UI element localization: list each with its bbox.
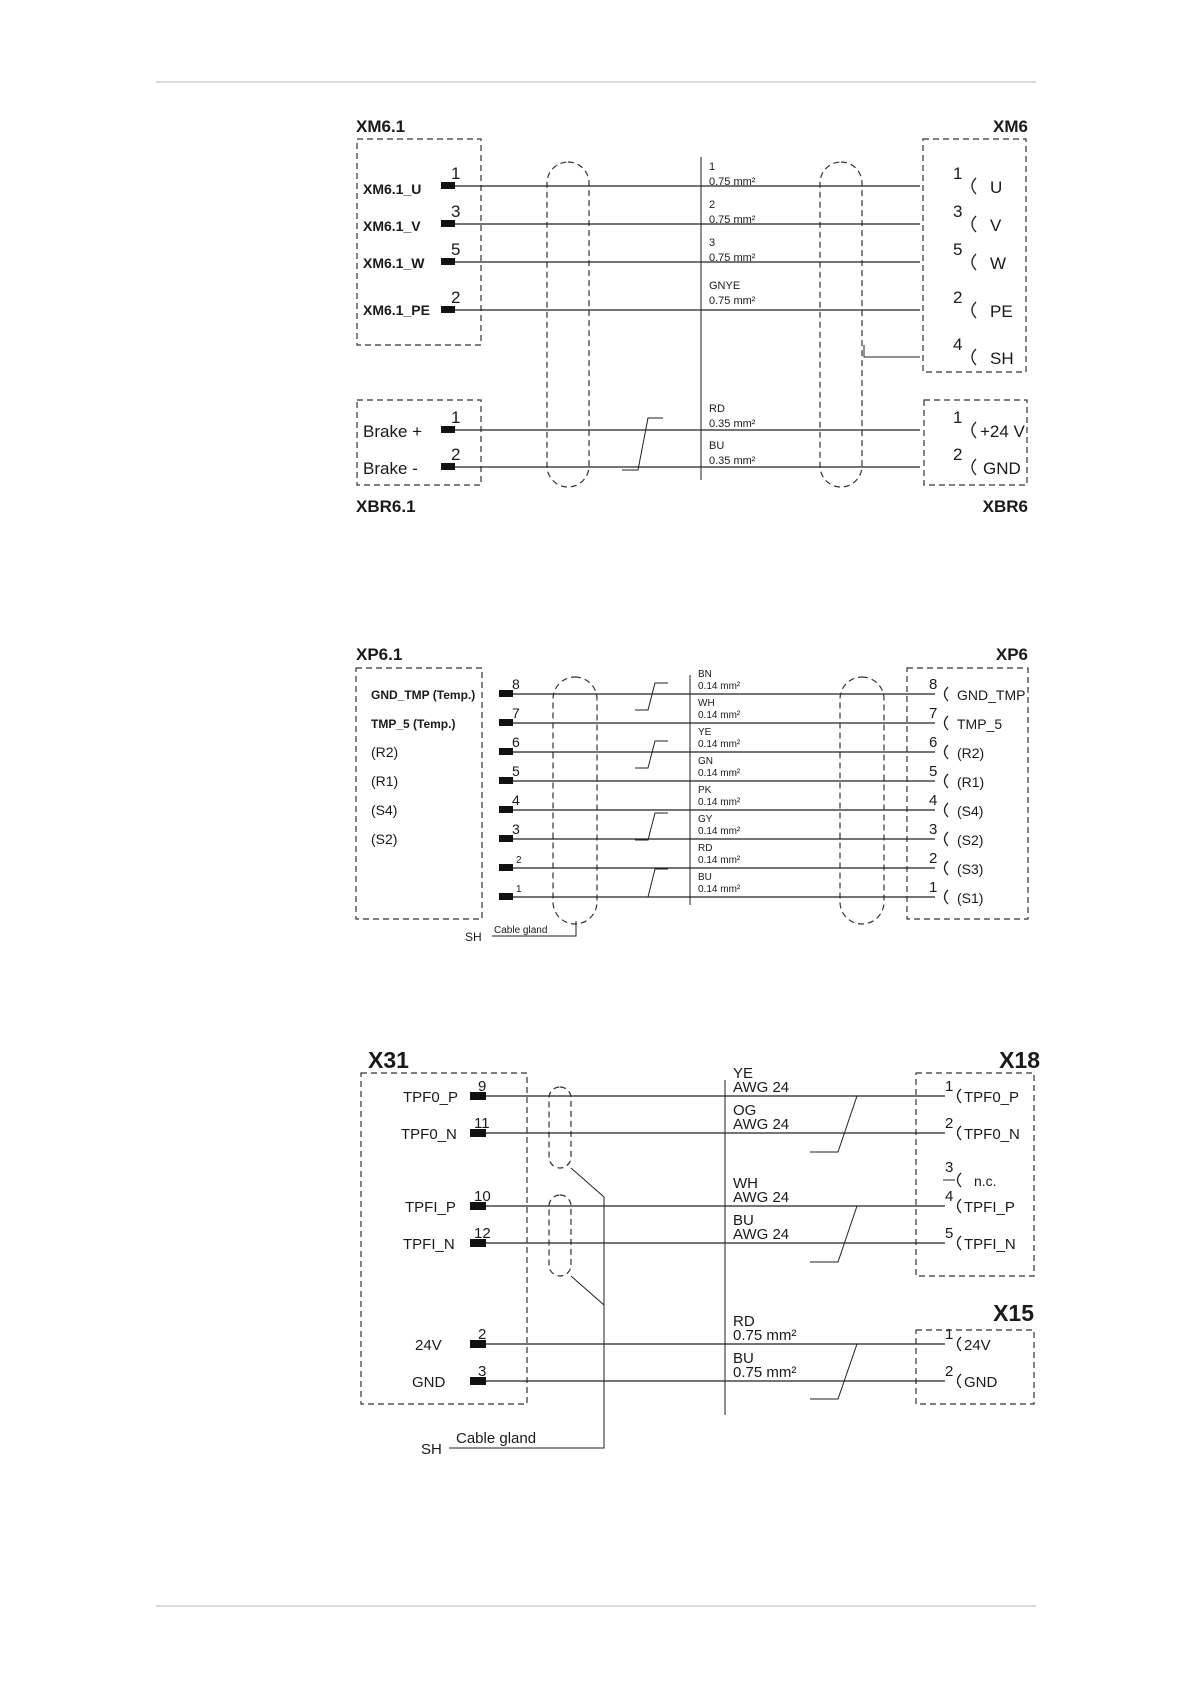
pin-label: +24 V (980, 422, 1025, 441)
pin-label: TPF0_N (401, 1126, 457, 1143)
wire-size: 0.14 mm² (698, 797, 741, 808)
pin-marker (499, 864, 513, 871)
wire-color: BU (733, 1350, 754, 1367)
pin-label: 24V (415, 1337, 442, 1354)
pin-label: XM6.1_U (363, 181, 422, 197)
wire-row (363, 161, 1002, 197)
wire-color: BU (733, 1212, 754, 1229)
pin-label: TPFI_P (405, 1199, 456, 1216)
shield-line (571, 1276, 604, 1305)
pin-label: TPFI_P (964, 1199, 1015, 1216)
pin-marker (441, 306, 455, 313)
wire-row (499, 843, 983, 877)
wire-color: WH (733, 1175, 758, 1192)
wire-size: 0.75 mm² (709, 295, 756, 307)
pin-label: XM6.1_PE (363, 302, 430, 318)
cable-gland-label: Cable gland (456, 1430, 537, 1447)
pin-label: GND_TMP (957, 687, 1026, 703)
wire-color: WH (698, 698, 715, 709)
pin-marker (499, 777, 513, 784)
socket-symbol (972, 459, 976, 475)
pin-number: 2 (953, 445, 963, 464)
connector-title: X18 (999, 1047, 1040, 1073)
wire-row (371, 785, 983, 819)
wire-color: GNYE (709, 280, 741, 292)
pin-number: 5 (945, 1225, 954, 1242)
twisted-pair-symbol (635, 813, 668, 840)
socket-symbol (945, 774, 949, 788)
wire-row (371, 756, 984, 790)
connector-title: X15 (993, 1300, 1034, 1326)
socket-symbol (972, 422, 976, 438)
socket-symbol (958, 1236, 962, 1250)
nc-pin (943, 1159, 997, 1189)
pin-number: 9 (478, 1078, 487, 1095)
pin-number: 5 (929, 763, 938, 780)
pin-number: 5 (451, 240, 461, 259)
pin-label: TPFI_N (964, 1236, 1016, 1253)
cable-shield (547, 162, 589, 487)
pin-label: (R2) (957, 745, 985, 761)
connector-box (907, 668, 1028, 919)
pin-marker (499, 690, 513, 697)
pin-number: 2 (451, 288, 461, 307)
wire-color: BU (698, 872, 712, 883)
connector-title: XP6.1 (356, 645, 403, 664)
socket-symbol (958, 1337, 962, 1351)
pin-number: 1 (451, 164, 461, 183)
wire-size: 0.75 mm² (733, 1364, 797, 1381)
diagram-x31 (361, 1047, 1040, 1458)
pin-label: (S4) (371, 802, 398, 818)
twisted-pair-symbol (635, 683, 668, 710)
wire-row (363, 237, 1006, 273)
twisted-pair-symbol (635, 741, 668, 768)
wire-size: 0.75 mm² (709, 176, 756, 188)
wire-row (371, 814, 983, 848)
pin-label: TPF0_P (403, 1089, 459, 1106)
cable-gland-label: Cable gland (494, 925, 548, 936)
pin-label: XM6.1_V (363, 218, 421, 234)
socket-symbol (958, 1199, 962, 1213)
pin-number: 3 (945, 1159, 954, 1176)
pin-label: (S4) (957, 803, 984, 819)
wire-color: BU (709, 440, 725, 452)
wire-row (363, 199, 1002, 235)
socket-symbol (972, 349, 976, 365)
connector-title: XP6 (995, 645, 1028, 664)
pin-label: n.c. (974, 1173, 997, 1189)
wire-size: 0.14 mm² (698, 884, 741, 895)
pin-number: 3 (478, 1363, 487, 1380)
wire-row (405, 1175, 1015, 1216)
twisted-pair-symbol (635, 869, 668, 897)
pin-number: 2 (929, 850, 938, 867)
pin-label: XM6.1_W (363, 255, 425, 271)
pin-marker (441, 182, 455, 189)
pin-number: 2 (953, 288, 963, 307)
wire-color: PK (698, 785, 712, 796)
wire-color: RD (733, 1313, 755, 1330)
pin-marker (499, 806, 513, 813)
pin-number: 5 (512, 763, 520, 779)
pin-number: 3 (512, 821, 520, 837)
pin-number: 4 (945, 1188, 954, 1205)
pin-number: 2 (945, 1115, 954, 1132)
socket-symbol (972, 302, 976, 318)
cable-shield (549, 1087, 571, 1168)
pin-number: 11 (474, 1115, 490, 1132)
pin-marker (499, 748, 513, 755)
wire-size: 0.35 mm² (709, 455, 756, 467)
shield-wire (864, 335, 1014, 368)
connector-title: XM6.1 (356, 117, 406, 136)
socket-symbol (945, 803, 949, 817)
pin-number: 2 (451, 445, 461, 464)
socket-symbol (945, 745, 949, 759)
twisted-pair-symbol (622, 418, 663, 470)
pin-number: 1 (929, 879, 938, 896)
pin-number: 1 (451, 408, 461, 427)
pin-number: 1 (953, 408, 963, 427)
socket-symbol (958, 1089, 962, 1103)
wire-row (403, 1212, 1016, 1253)
pin-number: 1 (516, 884, 522, 895)
wire-size: AWG 24 (733, 1189, 790, 1206)
connector-title: XBR6 (982, 497, 1028, 516)
wire-size: 0.35 mm² (709, 418, 756, 430)
pin-marker (499, 893, 513, 900)
pin-label: Brake + (363, 422, 423, 441)
pin-number: 6 (929, 734, 938, 751)
pin-label: (S2) (371, 831, 398, 847)
pin-label: (S3) (957, 861, 984, 877)
cable-shield (840, 677, 884, 924)
wire-size: 0.14 mm² (698, 681, 741, 692)
pin-label: GND (964, 1374, 998, 1391)
pin-number: 7 (929, 705, 938, 722)
connector-box (356, 668, 482, 919)
connector-title: XBR6.1 (356, 497, 416, 516)
wire-size: AWG 24 (733, 1079, 790, 1096)
wire-color: 2 (709, 199, 716, 211)
wire-row (412, 1350, 998, 1391)
socket-symbol (945, 687, 949, 701)
twisted-pair-symbol (810, 1096, 885, 1152)
pin-label: 24V (964, 1337, 991, 1354)
pin-label: GND (412, 1374, 446, 1391)
wire-color: 3 (709, 237, 716, 249)
cable-shield (820, 162, 862, 487)
pin-number: 4 (512, 792, 520, 808)
cable-shield (549, 1195, 571, 1276)
diagram-xm6 (356, 117, 1028, 516)
pin-label: GND (983, 459, 1021, 478)
pin-label: (R1) (371, 773, 399, 789)
pin-number: 1 (945, 1326, 954, 1343)
wire-size: 0.75 mm² (733, 1327, 797, 1344)
pin-number: 3 (953, 202, 963, 221)
pin-number: 8 (929, 676, 938, 693)
pin-number: 2 (945, 1363, 954, 1380)
pin-number: 6 (512, 734, 520, 750)
pin-number: 3 (451, 202, 461, 221)
wire-size: 0.75 mm² (709, 252, 756, 264)
pin-label: TMP_5 (957, 716, 1003, 732)
pin-label: PE (990, 302, 1013, 321)
twisted-pair-symbol (810, 1344, 885, 1399)
pin-label: TMP_5 (Temp.) (371, 717, 456, 731)
socket-symbol (945, 832, 949, 846)
wire-row (415, 1313, 991, 1354)
socket-symbol (972, 216, 976, 232)
socket-symbol (945, 716, 949, 730)
wire-color: GY (698, 814, 713, 825)
pin-number: 4 (953, 335, 963, 354)
pin-label: W (990, 254, 1007, 273)
wire-color: BN (698, 669, 712, 680)
wire-row (499, 872, 983, 906)
pin-number: 12 (474, 1225, 491, 1242)
wire-row (363, 440, 1021, 478)
pin-number: 4 (929, 792, 938, 809)
pin-marker (441, 220, 455, 227)
socket-symbol (972, 178, 976, 194)
pin-label: V (990, 216, 1002, 235)
wire-color: 1 (709, 161, 716, 173)
wire-row (363, 403, 1026, 441)
shield-line (864, 345, 920, 357)
pin-label: (S2) (957, 832, 984, 848)
pin-marker (499, 719, 513, 726)
pin-number: 2 (478, 1326, 487, 1343)
pin-marker (441, 258, 455, 265)
connector-title: X31 (368, 1047, 409, 1073)
wire-size: 0.14 mm² (698, 710, 741, 721)
twisted-pair-symbol (810, 1206, 885, 1262)
pin-label: Brake - (363, 459, 418, 478)
pin-number: 7 (512, 705, 520, 721)
wire-row (371, 698, 1002, 732)
wire-size: 0.14 mm² (698, 739, 741, 750)
wire-size: 0.75 mm² (709, 214, 756, 226)
cable-shield (553, 677, 597, 924)
wire-size: 0.14 mm² (698, 768, 741, 779)
pin-number: 10 (474, 1188, 491, 1205)
pin-label: (R2) (371, 744, 399, 760)
socket-symbol (945, 890, 949, 904)
wire-color: YE (698, 727, 712, 738)
diagram-xp6 (356, 645, 1028, 944)
wire-color: RD (698, 843, 713, 854)
pin-marker (441, 426, 455, 433)
pin-number: 1 (945, 1078, 954, 1095)
connector-title: XM6 (993, 117, 1028, 136)
wire-size: 0.14 mm² (698, 855, 741, 866)
pin-label: TPFI_N (403, 1236, 455, 1253)
pin-number: 1 (953, 164, 963, 183)
wire-color: OG (733, 1102, 757, 1119)
pin-number: 8 (512, 676, 520, 692)
socket-symbol (945, 861, 949, 875)
wire-row (401, 1102, 1020, 1143)
socket-symbol (958, 1173, 962, 1187)
wire-color: GN (698, 756, 713, 767)
socket-symbol (972, 254, 976, 270)
pin-label: GND_TMP (Temp.) (371, 688, 476, 702)
pin-label: SH (990, 349, 1014, 368)
pin-label: U (990, 178, 1003, 197)
wire-color: YE (733, 1065, 754, 1082)
pin-marker (441, 463, 455, 470)
pin-number: 2 (516, 855, 522, 866)
pin-label: TPF0_P (964, 1089, 1020, 1106)
pin-number: 3 (929, 821, 938, 838)
wire-size: AWG 24 (733, 1116, 790, 1133)
wire-row (371, 727, 984, 761)
wire-color: RD (709, 403, 725, 415)
wire-size: AWG 24 (733, 1226, 790, 1243)
shield-label: SH (465, 930, 482, 944)
wire-size: 0.14 mm² (698, 826, 741, 837)
wire-row (363, 280, 1013, 321)
pin-number: 5 (953, 240, 963, 259)
pin-marker (499, 835, 513, 842)
pin-label: (S1) (957, 890, 984, 906)
pin-label: TPF0_N (964, 1126, 1020, 1143)
pin-label: (R1) (957, 774, 985, 790)
socket-symbol (958, 1126, 962, 1140)
shield-label: SH (421, 1441, 442, 1458)
wire-row (403, 1065, 1019, 1106)
socket-symbol (958, 1374, 962, 1388)
